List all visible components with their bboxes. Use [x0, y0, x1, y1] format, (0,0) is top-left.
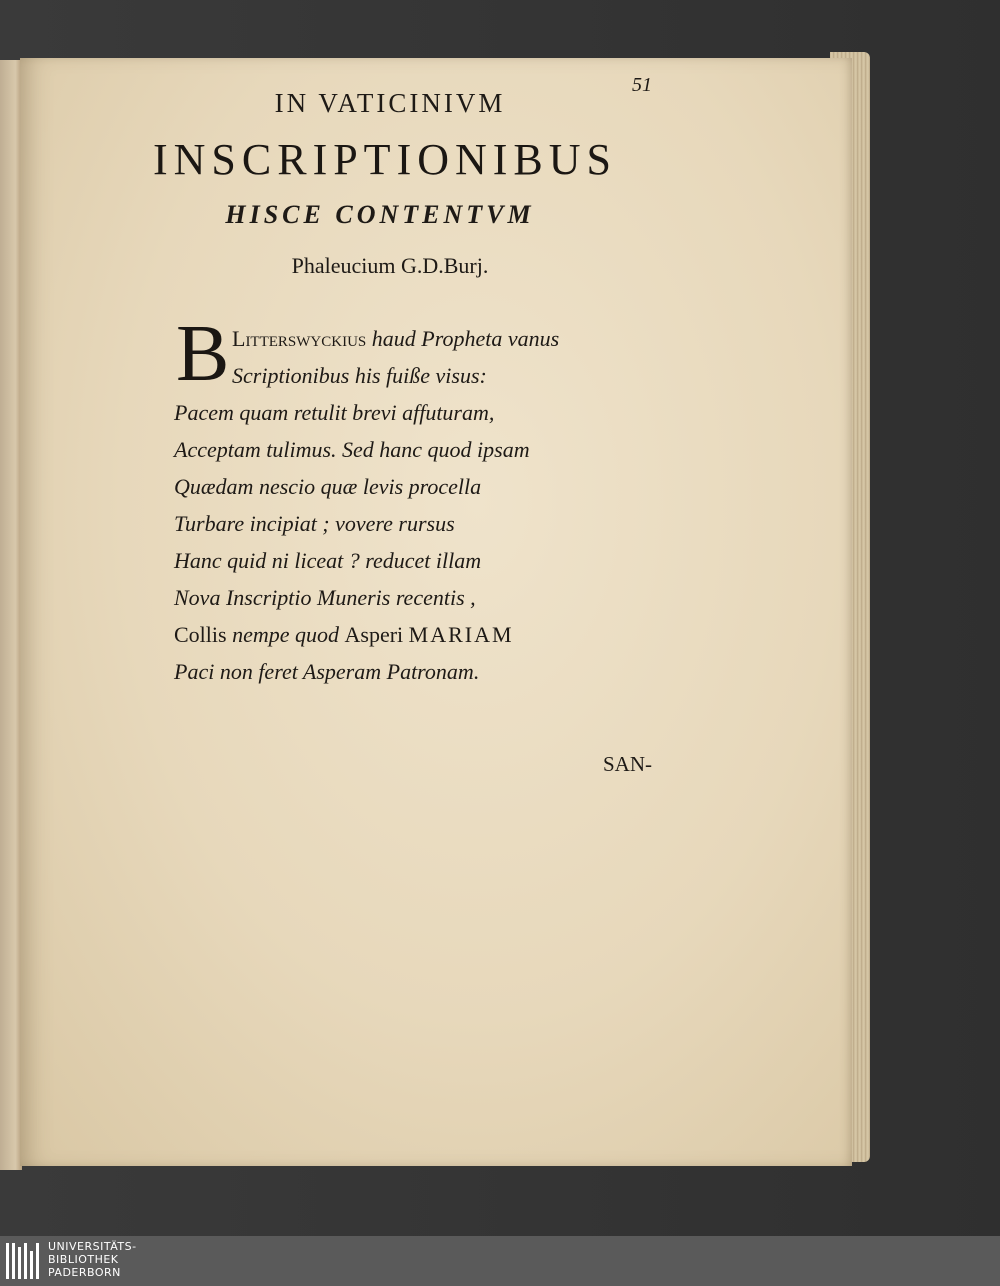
poem — [174, 310, 694, 690]
poem-line-segment: haud Propheta vanus — [371, 326, 560, 351]
poem-line-segment: Quædam nescio quæ levis procella — [174, 474, 482, 499]
page-number: 51 — [632, 74, 652, 96]
poem-line-segment: Collis — [174, 622, 233, 647]
poem-line — [174, 320, 694, 357]
left-page-edge — [0, 60, 22, 1170]
poem-subtitle: Phaleucium G.D.Burj. — [291, 253, 489, 278]
poem-line-segment: nempe quod — [232, 622, 345, 647]
poem-line-segment: Asperi — [344, 622, 409, 647]
poem-lines — [174, 310, 694, 690]
poem-line — [174, 468, 694, 505]
show-through-1 — [120, 208, 131, 259]
library-logo-text — [48, 1240, 137, 1279]
title-line-3: HISCE CONTENTVM — [225, 200, 535, 229]
logo-line-1: UNIVERSITÄTS- — [48, 1240, 137, 1253]
poem-line-segment: Nova Inscriptio Muneris recentis , — [174, 585, 476, 610]
poem-line — [174, 505, 694, 542]
poem-line-segment: Paci non feret Asperam Patronam. — [174, 659, 480, 684]
drop-cap: B — [176, 310, 230, 398]
catchword: SAN- — [603, 752, 653, 776]
poem-line — [174, 542, 694, 579]
poem-line-segment: Pacem quam retulit brevi affuturam, — [174, 400, 495, 425]
logo-line-3: PADERBORN — [48, 1266, 121, 1279]
poem-line-segment: Turbare incipiat ; vovere rursus — [174, 511, 455, 536]
poem-line-segment: Scriptionibus his fuiße visus: — [232, 363, 487, 388]
footer-bar — [0, 1236, 1000, 1286]
title-line-2: INSCRIPTIONIBUS — [152, 135, 618, 184]
poem-line — [174, 616, 694, 653]
poem-line-segment: Acceptam tulimus. Sed hanc quod ipsam — [174, 437, 530, 462]
poem-line — [174, 653, 694, 690]
poem-line — [174, 579, 694, 616]
poem-line-segment: Hanc quid ni liceat ? reducet illam — [174, 548, 482, 573]
library-logo-icon — [4, 1239, 44, 1283]
poem-line — [174, 431, 694, 468]
poem-line-segment: Litterswyckius — [232, 326, 372, 351]
poem-line — [174, 357, 694, 394]
logo-line-2: BIBLIOTHEK — [48, 1253, 119, 1266]
poem-line — [174, 394, 694, 431]
poem-line-segment: MARIAM — [408, 622, 514, 647]
title-line-1: IN VATICINIVM — [274, 88, 506, 118]
